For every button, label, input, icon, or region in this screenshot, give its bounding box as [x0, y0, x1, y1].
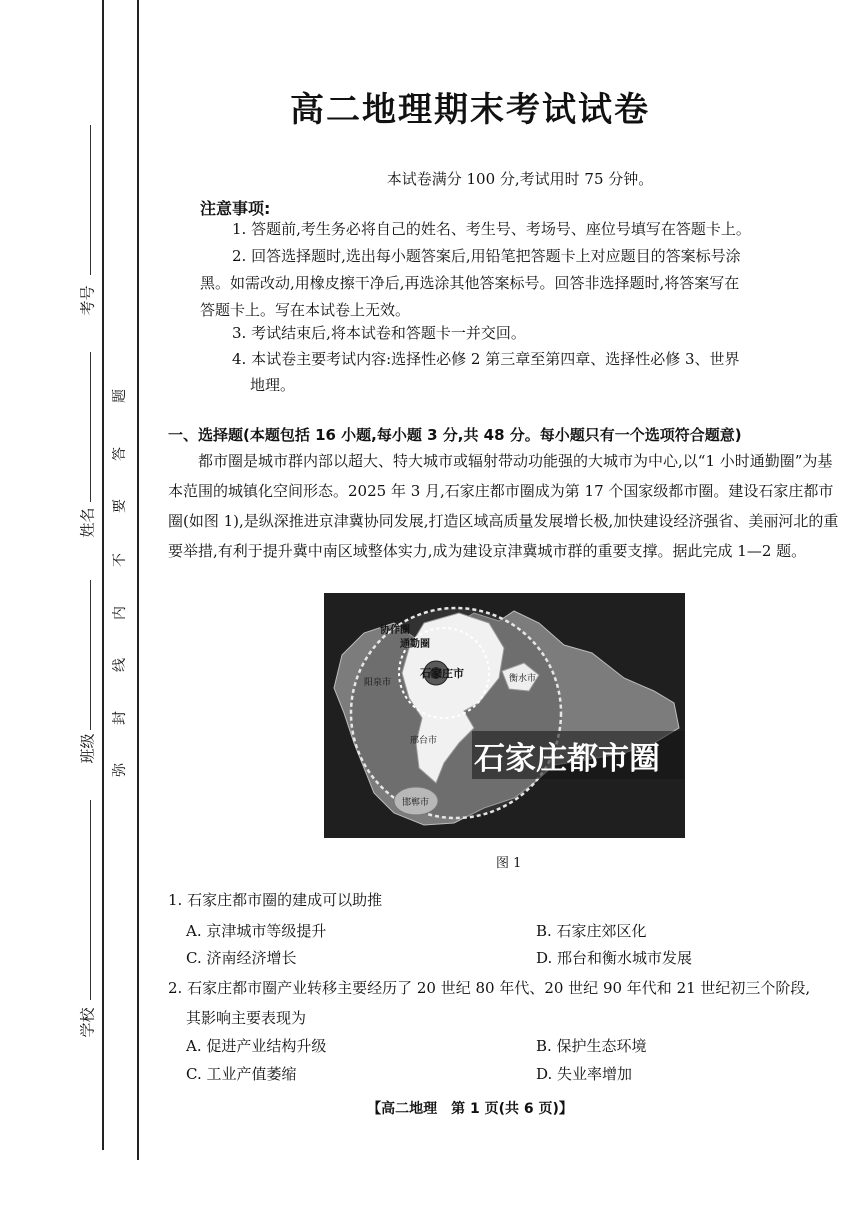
seal-char: 线 [112, 658, 128, 672]
exam-no-underline [90, 125, 91, 275]
exam-no-label: 考号 [78, 285, 97, 316]
map-figure [324, 593, 685, 838]
option-c: C. 济南经济增长 [186, 949, 297, 967]
section-heading: 一、选择题(本题包括 16 小题,每小题 3 分,共 48 分。每小题只有一个选项符合题意) [168, 426, 742, 444]
note-item: 地理。 [250, 376, 296, 394]
seal-char: 要 [112, 499, 128, 513]
map-label: 邢台市 [410, 736, 438, 746]
margin-line-outer [102, 0, 104, 1150]
school-label: 学校 [78, 1007, 97, 1038]
notes-heading: 注意事项: [200, 199, 271, 218]
option-b: B. 保护生态环境 [536, 1037, 647, 1055]
option-d: D. 失业率增加 [536, 1065, 633, 1083]
name-label: 姓名 [78, 507, 97, 538]
seal-char: 弥 [112, 763, 128, 777]
option-a: A. 京津城市等级提升 [186, 922, 327, 940]
seal-char: 封 [112, 711, 128, 725]
map-label: 协作圈 [380, 625, 410, 636]
page-footer: 【高二地理 第 1 页(共 6 页)】 [367, 1101, 573, 1117]
question-stem-cont: 其影响主要表现为 [186, 1009, 307, 1027]
seal-char: 答 [112, 447, 128, 461]
passage-text: 都市圈是城市群内部以超大、特大城市或辐射带动功能强的大城市为中心,以“1 小时通勤圈”为基本范围的城镇化空间形态。2025 年 3 月,石家庄都市圈成为第 17 个国家级都市圈。建设石家庄都市圈(如图 1),是纵深推进京津冀协同发展,打造区域高质量发展增长极,加快建设经济强省、美丽河北的重要举措,有利于提升冀中南区域整体实力,成为建设京津冀城市群的重要支撑。据此完成 1—2 题。 [168, 452, 839, 560]
option-a: A. 促进产业结构升级 [186, 1037, 327, 1055]
seal-char: 不 [112, 553, 128, 567]
option-d: D. 邢台和衡水城市发展 [536, 949, 693, 967]
note-item: 2. 回答选择题时,选出每小题答案后,用铅笔把答题卡上对应题目的答案标号涂 [232, 247, 741, 265]
question-stem: 2. 石家庄都市圈产业转移主要经历了 20 世纪 80 年代、20 世纪 90 年代和 21 世纪初三个阶段, [168, 979, 811, 997]
name-underline [90, 352, 91, 502]
exam-info: 本试卷满分 100 分,考试用时 75 分钟。 [386, 170, 654, 188]
class-underline [90, 580, 91, 730]
map-title: 石家庄都市圈 [474, 741, 660, 777]
note-item: 3. 考试结束后,将本试卷和答题卡一并交回。 [232, 324, 526, 342]
option-b: B. 石家庄郊区化 [536, 922, 647, 940]
page-title: 高二地理期末考试试卷 [290, 90, 650, 130]
seal-char: 题 [112, 389, 128, 403]
map-illustration [324, 593, 685, 838]
map-label: 阳泉市 [364, 678, 392, 688]
seal-char: 内 [112, 606, 128, 620]
class-label: 班级 [78, 733, 97, 764]
map-label: 衡水市 [509, 674, 537, 684]
figure-caption: 图 1 [496, 856, 522, 871]
map-label: 石家庄市 [420, 667, 464, 680]
map-label: 通勤圈 [400, 639, 430, 650]
question-stem: 1. 石家庄都市圈的建成可以助推 [168, 891, 383, 909]
note-item: 4. 本试卷主要考试内容:选择性必修 2 第三章至第四章、选择性必修 3、世界 [232, 350, 740, 368]
margin-line-inner [137, 0, 139, 1160]
note-item: 1. 答题前,考生务必将自己的姓名、考生号、考场号、座位号填写在答题卡上。 [232, 220, 751, 238]
option-c: C. 工业产值萎缩 [186, 1065, 297, 1083]
map-label: 邯郸市 [402, 798, 430, 808]
school-underline [90, 800, 91, 1000]
note-item: 答题卡上。写在本试卷上无效。 [200, 301, 411, 319]
note-item: 黑。如需改动,用橡皮擦干净后,再选涂其他答案标号。回答非选择题时,将答案写在 [200, 274, 740, 292]
